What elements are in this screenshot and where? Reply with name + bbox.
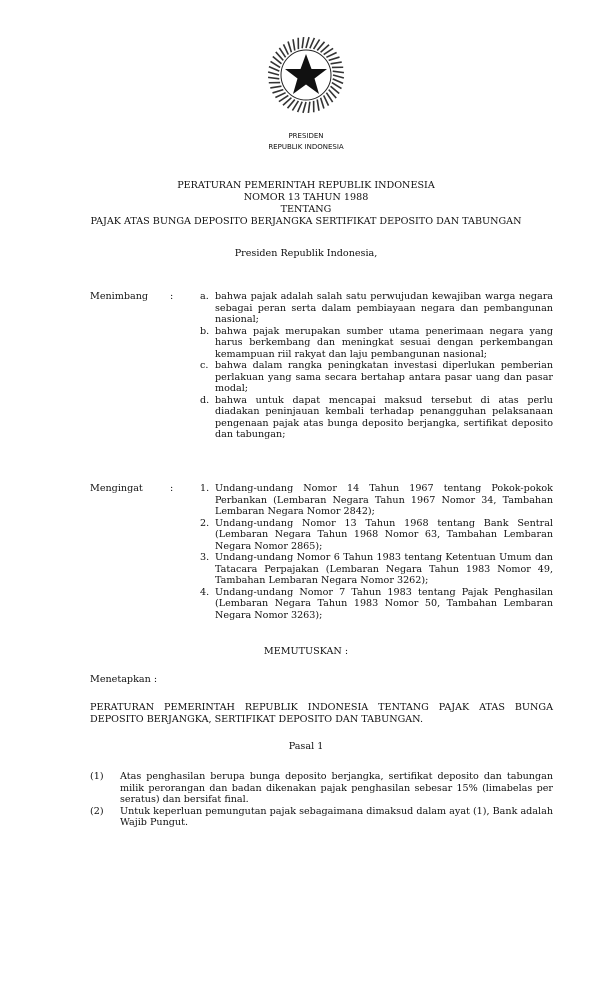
emblem-feather [326,52,336,57]
emblem-feather [303,102,306,113]
list-item [200,395,553,441]
list-marker: 2. [200,517,210,529]
list-marker: (1) [90,771,104,782]
emblem-feather [331,62,342,64]
list-text: bahwa untuk dapat mencapai maksud tersebut di atas perlu diadakan peninjauan kembali terhadap penangguhan pelaksanaan pengenaan pajak atas bunga deposito berjangka, sertifikat deposito dan tabungan; [215,394,553,440]
list-item [90,771,553,806]
emblem-feather [329,57,340,60]
menimbang-list [200,291,553,441]
emblem-feather [333,75,344,78]
emblem-feather [310,38,315,48]
mengingat-label: Mengingat [90,483,143,494]
emblem-feather [270,86,281,88]
pasal-1-heading: Pasal 1 [288,741,324,752]
list-item [200,360,553,395]
emblem-feather [293,39,295,50]
list-item [200,483,553,518]
list-marker: 1. [200,483,210,494]
memutuskan-heading: MEMUTUSKAN : [263,646,349,657]
list-text: Undang-undang Nomor 14 Tahun 1967 tentang Pokok-pokok Perbankan (Lembaran Negara Tahun 1967 Nomor 34, Tambahan Lembaran Negara Nomor 2842); [215,483,553,517]
ketetapan-text: PERATURAN PEMERINTAH REPUBLIK INDONESIA TENTANG PAJAK ATAS BUNGA DEPOSITO BERJANGKA, SERTIFIKAT DEPOSITO DAN TABUNGAN. [90,702,553,725]
emblem-feather [306,37,309,48]
list-text: bahwa pajak adalah salah satu perwujudan kewajiban warga negara sebagai peran serta dalam pembiayaan negara dan pembangunan nasional; [215,291,553,325]
menimbang-colon: : [170,291,174,302]
menimbang-label: Menimbang [90,291,149,302]
emblem-feather [268,77,279,78]
list-item [200,326,553,361]
title-line-3: TENTANG [280,204,332,215]
list-item [200,552,553,587]
pasal-1-list [90,771,553,829]
emblem-feather [298,102,303,112]
list-text: Undang-undang Nomor 7 Tahun 1983 tentang Pajak Penghasilan (Lembaran Negara Tahun 1983 Nomor 50, Tambahan Lembaran Negara Nomor 3263); [215,586,553,621]
list-marker: b. [200,325,210,337]
emblem-feather [324,95,329,105]
list-item [200,291,553,326]
emblem-feather [283,44,288,54]
list-item [200,587,553,622]
emblem-feather [333,79,343,84]
header-line-2: REPUBLIK INDONESIA [268,143,344,151]
emblem-feather [308,102,309,113]
list-text: bahwa pajak merupakan sumber utama penerimaan negara yang harus berkembang dan meningkat sesuai dengan perkembangan kemampuan riil rakyat dan laju pembangunan nasional; [215,325,553,360]
emblem-feather [275,93,285,98]
list-marker: 3. [200,552,210,563]
emblem-feather [321,98,324,109]
list-text: Untuk keperluan pemungutan pajak sebagaimana dimaksud dalam ayat (1), Bank adalah Wajib Pungut. [120,805,553,828]
list-text: bahwa dalam rangka peningkatan investasi diperlukan pemberian perlakuan yang sama secara bertahap antara pasar uang dan pasar modal; [215,360,553,394]
mengingat-list [200,483,553,621]
emblem-feather [268,72,279,75]
emblem-feather [302,37,303,48]
list-text: Atas penghasilan berupa bunga deposito berjangka, sertifikat deposito dan tabungan milik perorangan dan badan dikenakan pajak penghasilan sebesar 15% (limabelas per seratus) dan bersifat final. [120,771,553,805]
list-text: Undang-undang Nomor 6 Tahun 1983 tentang Ketentuan Umum dan Tatacara Perpajakan (Lembaran Negara Tahun 1983 Nomor 49, Tambahan Lembaran Negara Nomor 3262); [215,552,553,586]
title-line-1: PERATURAN PEMERINTAH REPUBLIK INDONESIA [177,180,435,191]
list-text: Undang-undang Nomor 13 Tahun 1968 tentang Bank Sentral (Lembaran Negara Tahun 1968 Nomor 63, Tambahan Lembaran Negara Nomor 2865); [215,517,553,552]
preamble: Presiden Republik Indonesia, [234,248,378,259]
header-line-1: PRESIDEN [288,132,324,140]
list-item [90,806,553,829]
title-line-4: PAJAK ATAS BUNGA DEPOSITO BERJANGKA SERTIFIKAT DEPOSITO DAN TABUNGAN [90,216,522,227]
list-marker: d. [200,394,210,406]
emblem-feather [269,67,279,72]
list-marker: (2) [90,805,104,817]
list-marker: 4. [200,586,210,598]
emblem-feather [317,100,319,111]
title-line-2: NOMOR 13 TAHUN 1988 [243,192,369,203]
list-marker: c. [200,360,209,371]
menetapkan-label: Menetapkan : [90,674,158,685]
list-marker: a. [200,291,209,302]
emblem-feather [288,41,291,52]
garuda-star-emblem [264,33,348,117]
emblem-feather [333,71,344,72]
emblem-feather [272,90,283,93]
list-item [200,518,553,553]
mengingat-colon: : [170,483,174,494]
